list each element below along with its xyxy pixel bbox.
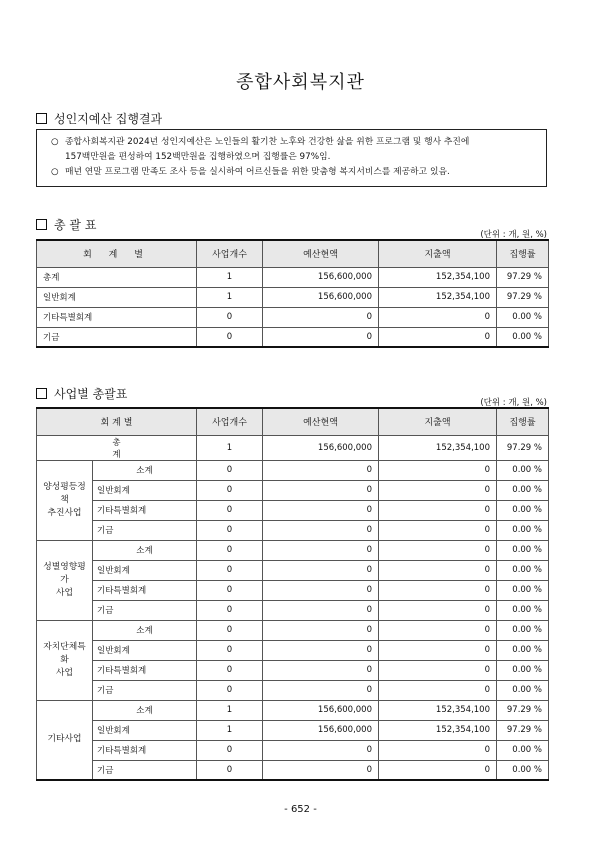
cell-spent: 0 bbox=[379, 460, 497, 480]
cell-budget: 0 bbox=[263, 760, 379, 780]
checkbox-square-icon bbox=[36, 219, 47, 230]
cell-count: 0 bbox=[197, 620, 263, 640]
cell-label: 소계 bbox=[93, 460, 197, 480]
cell-rate: 0.00 % bbox=[497, 540, 549, 560]
section-heading-by-project: 사업별 총괄표 bbox=[36, 385, 127, 402]
table-row bbox=[37, 560, 549, 580]
cell-label: 기금 bbox=[93, 600, 197, 620]
section-heading-summary: 총 괄 표 bbox=[36, 216, 96, 233]
cell-budget: 0 bbox=[263, 480, 379, 500]
cell-label: 기타특별회계 bbox=[93, 500, 197, 520]
table-row bbox=[37, 760, 549, 780]
cell-budget: 0 bbox=[263, 560, 379, 580]
cell-rate: 97.29 % bbox=[497, 700, 549, 720]
cell-label: 기타특별회계 bbox=[93, 740, 197, 760]
cell-rate: 0.00 % bbox=[497, 760, 549, 780]
cell-label: 기타특별회계 bbox=[93, 580, 197, 600]
cell-spent: 0 bbox=[379, 620, 497, 640]
bullet-circle-icon: ○ bbox=[51, 167, 59, 177]
table-row bbox=[37, 540, 549, 560]
table-row: 총계 1 156,600,000 152,354,100 97.29 % bbox=[37, 267, 549, 287]
cell-rate: 0.00 % bbox=[497, 560, 549, 580]
cell-count: 0 bbox=[197, 660, 263, 680]
table-row bbox=[37, 520, 549, 540]
cell-label: 일반회계 bbox=[93, 480, 197, 500]
cell-label: 기금 bbox=[93, 760, 197, 780]
table-row bbox=[37, 580, 549, 600]
table-row: 기타특별회계 0 0 0 0.00 % bbox=[37, 307, 549, 327]
cell-rate: 0.00 % bbox=[497, 480, 549, 500]
page-title: 종합사회복지관 bbox=[236, 72, 365, 93]
cell-spent: 0 bbox=[379, 680, 497, 700]
cell-count: 0 bbox=[197, 560, 263, 580]
cell-budget: 0 bbox=[263, 740, 379, 760]
section-heading-results: 성인지예산 집행결과 bbox=[36, 110, 162, 127]
table-row bbox=[37, 700, 549, 720]
cell-budget: 0 bbox=[263, 620, 379, 640]
group-name: 성별영향평가 사업 bbox=[37, 540, 93, 620]
table-row: 기금 0 0 0 0.00 % bbox=[37, 327, 549, 347]
cell-count: 0 bbox=[197, 520, 263, 540]
cell-spent: 0 bbox=[379, 560, 497, 580]
table-row bbox=[37, 660, 549, 680]
cell-rate: 0.00 % bbox=[497, 500, 549, 520]
group-name: 기타사업 bbox=[37, 700, 93, 780]
cell-count: 0 bbox=[197, 540, 263, 560]
cell-rate: 0.00 % bbox=[497, 580, 549, 600]
table-row bbox=[37, 620, 549, 640]
group-name: 자치단체특화 사업 bbox=[37, 620, 93, 700]
table-row bbox=[37, 720, 549, 740]
cell-budget: 0 bbox=[263, 660, 379, 680]
table-row: 일반회계 1 156,600,000 152,354,100 97.29 % bbox=[37, 287, 549, 307]
cell-rate: 0.00 % bbox=[497, 740, 549, 760]
unit-label: (단위 : 개, 원, %) bbox=[480, 398, 547, 408]
cell-spent: 0 bbox=[379, 640, 497, 660]
cell-count: 0 bbox=[197, 640, 263, 660]
table-row bbox=[37, 740, 549, 760]
cell-budget: 0 bbox=[263, 460, 379, 480]
cell-budget: 156,600,000 bbox=[263, 700, 379, 720]
cell-spent: 0 bbox=[379, 740, 497, 760]
cell-label: 기금 bbox=[93, 680, 197, 700]
project-table bbox=[36, 407, 549, 781]
cell-spent: 0 bbox=[379, 520, 497, 540]
table-row bbox=[37, 460, 549, 480]
cell-label: 기금 bbox=[93, 520, 197, 540]
cell-label: 소계 bbox=[93, 620, 197, 640]
cell-spent: 0 bbox=[379, 760, 497, 780]
checkbox-square-icon bbox=[36, 113, 47, 124]
checkbox-square-icon bbox=[36, 388, 47, 399]
cell-count: 1 bbox=[197, 700, 263, 720]
cell-count: 0 bbox=[197, 600, 263, 620]
bullet-circle-icon: ○ bbox=[51, 137, 59, 147]
cell-spent: 0 bbox=[379, 660, 497, 680]
summary-box bbox=[36, 129, 547, 187]
cell-label: 소계 bbox=[93, 540, 197, 560]
cell-spent: 0 bbox=[379, 500, 497, 520]
table-row bbox=[37, 680, 549, 700]
cell-spent: 152,354,100 bbox=[379, 700, 497, 720]
cell-count: 0 bbox=[197, 760, 263, 780]
cell-spent: 0 bbox=[379, 480, 497, 500]
cell-label: 일반회계 bbox=[93, 720, 197, 740]
cell-spent: 152,354,100 bbox=[379, 720, 497, 740]
table-header-row: 회 계 별 사업개수 예산현액 지출액 집행률 bbox=[37, 240, 549, 267]
cell-count: 0 bbox=[197, 500, 263, 520]
cell-rate: 0.00 % bbox=[497, 520, 549, 540]
summary-line: ○ 종합사회복지관 2024년 성인지예산은 노인들의 활기찬 노후와 건강한 삶을 위한 프로그램 및 행사 추진에 bbox=[51, 135, 536, 150]
cell-budget: 0 bbox=[263, 680, 379, 700]
page-number: - 652 - bbox=[284, 804, 317, 815]
cell-rate: 0.00 % bbox=[497, 680, 549, 700]
table-row bbox=[37, 500, 549, 520]
cell-budget: 156,600,000 bbox=[263, 720, 379, 740]
table-row-total: 총계 1 156,600,000 152,354,100 97.29 % bbox=[37, 435, 549, 460]
cell-rate: 0.00 % bbox=[497, 660, 549, 680]
summary-line: ○ 매년 연말 프로그램 만족도 조사 등을 실시하여 어르신들을 위한 맞춤형 복지서비스를 제공하고 있음. bbox=[51, 165, 536, 180]
cell-label: 기타특별회계 bbox=[93, 660, 197, 680]
cell-budget: 0 bbox=[263, 640, 379, 660]
cell-budget: 0 bbox=[263, 540, 379, 560]
cell-count: 0 bbox=[197, 460, 263, 480]
cell-budget: 0 bbox=[263, 500, 379, 520]
group-name: 양성평등정책 추진사업 bbox=[37, 460, 93, 540]
cell-rate: 0.00 % bbox=[497, 620, 549, 640]
table-row bbox=[37, 480, 549, 500]
summary-line: 157백만원을 편성하여 152백만원을 집행하였으며 집행률은 97%임. bbox=[65, 152, 331, 162]
cell-count: 0 bbox=[197, 580, 263, 600]
cell-count: 0 bbox=[197, 480, 263, 500]
cell-label: 일반회계 bbox=[93, 640, 197, 660]
cell-count: 0 bbox=[197, 740, 263, 760]
cell-budget: 0 bbox=[263, 580, 379, 600]
cell-spent: 0 bbox=[379, 540, 497, 560]
table-row bbox=[37, 640, 549, 660]
cell-rate: 97.29 % bbox=[497, 720, 549, 740]
cell-label: 소계 bbox=[93, 700, 197, 720]
summary-table bbox=[36, 239, 549, 348]
cell-spent: 0 bbox=[379, 580, 497, 600]
table-header-row: 회 계 별 사업개수 예산현액 지출액 집행률 bbox=[37, 408, 549, 435]
cell-label: 일반회계 bbox=[93, 560, 197, 580]
cell-budget: 0 bbox=[263, 520, 379, 540]
cell-rate: 0.00 % bbox=[497, 460, 549, 480]
cell-rate: 0.00 % bbox=[497, 640, 549, 660]
unit-label: (단위 : 개, 원, %) bbox=[480, 230, 547, 240]
cell-count: 0 bbox=[197, 680, 263, 700]
cell-spent: 0 bbox=[379, 600, 497, 620]
cell-count: 1 bbox=[197, 720, 263, 740]
cell-rate: 0.00 % bbox=[497, 600, 549, 620]
cell-budget: 0 bbox=[263, 600, 379, 620]
table-row bbox=[37, 600, 549, 620]
